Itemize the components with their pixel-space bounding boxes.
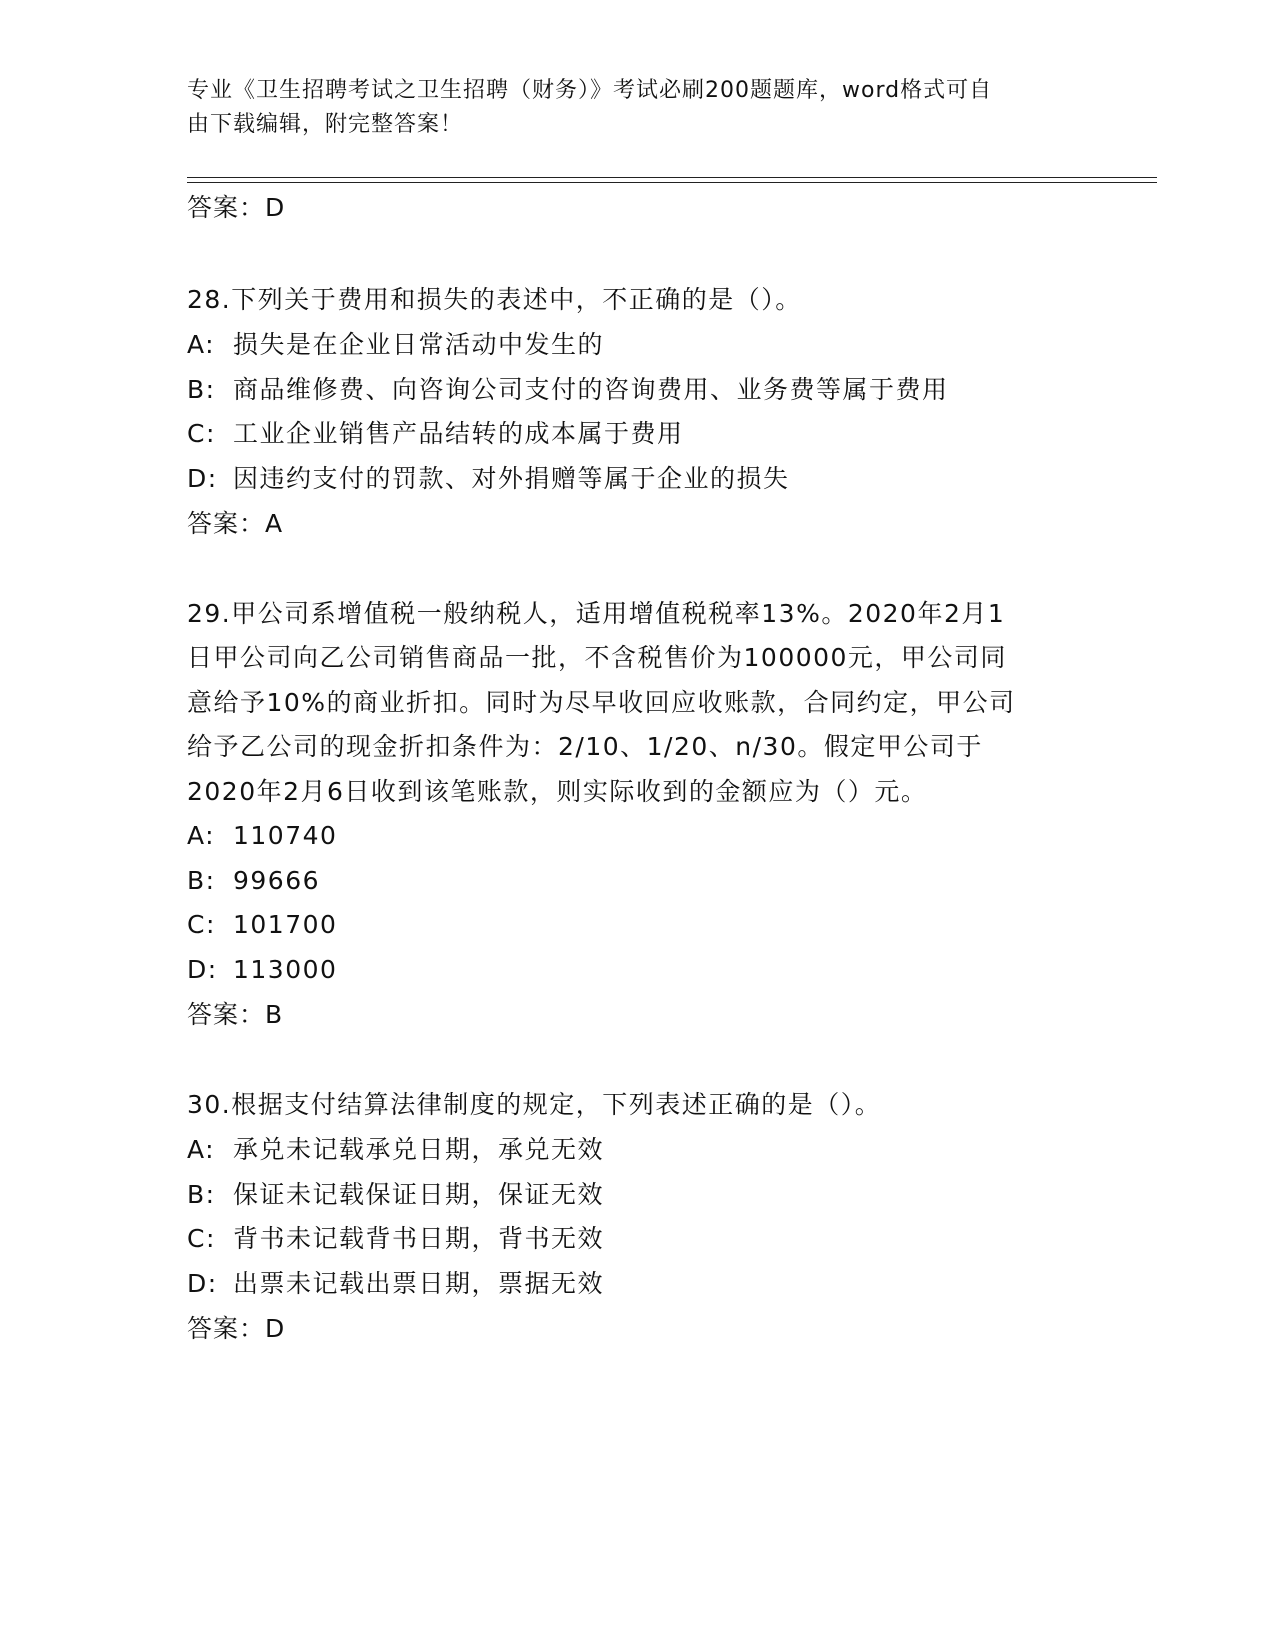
- option-letter: C:: [187, 419, 216, 448]
- option-text: 因违约支付的罚款、对外捐赠等属于企业的损失: [233, 464, 790, 493]
- question-29-option-a: [187, 821, 337, 851]
- option-letter: D:: [187, 955, 218, 984]
- option-text: 承兑未记载承兑日期，承兑无效: [233, 1135, 605, 1164]
- option-text: 工业企业销售产品结转的成本属于费用: [233, 419, 684, 448]
- option-letter: C:: [187, 1224, 216, 1253]
- question-30-title: 30.根据支付结算法律制度的规定，下列表述正确的是（）。: [187, 1090, 882, 1119]
- question-29-option-d: [187, 955, 337, 985]
- question-28-answer: 答案：A: [187, 509, 284, 538]
- option-letter: B:: [187, 375, 216, 404]
- question-29-title-line-5: 2020年2月6日收到该笔账款，则实际收到的金额应为（）元。: [187, 777, 928, 806]
- question-30-option-a: [187, 1135, 604, 1165]
- option-text: 101700: [233, 910, 338, 939]
- option-text: 99666: [233, 866, 321, 895]
- option-letter: D:: [187, 1269, 218, 1298]
- question-29-option-b: [187, 866, 320, 896]
- header-line-2: 由下载编辑，附完整答案！: [187, 112, 464, 137]
- option-text: 110740: [233, 821, 338, 850]
- question-28-title: 28.下列关于费用和损失的表述中，不正确的是（）。: [187, 285, 802, 314]
- question-29-title-line-2: 日甲公司向乙公司销售商品一批，不含税售价为100000元，甲公司同: [187, 643, 1007, 672]
- question-29-answer: 答案：B: [187, 1000, 284, 1029]
- option-letter: C:: [187, 910, 216, 939]
- option-text: 保证未记载保证日期，保证无效: [233, 1180, 605, 1209]
- question-29-option-c: [187, 910, 337, 940]
- document-header: [187, 74, 1067, 142]
- option-text: 113000: [233, 955, 338, 984]
- option-letter: B:: [187, 866, 216, 895]
- question-29-title-line-4: 给予乙公司的现金折扣条件为：2/10、1/20、n/30。假定甲公司于: [187, 732, 983, 761]
- question-28-option-c: [187, 419, 684, 449]
- option-letter: D:: [187, 464, 218, 493]
- option-text: 商品维修费、向咨询公司支付的咨询费用、业务费等属于费用: [233, 375, 949, 404]
- header-divider-bottom: [187, 182, 1157, 183]
- question-29-title-line-3: 意给予10%的商业折扣。同时为尽早收回应收账款，合同约定，甲公司: [187, 688, 1016, 717]
- question-29-title-line-1: 29.甲公司系增值税一般纳税人，适用增值税税率13%。2020年2月1: [187, 599, 1006, 628]
- header-divider-top: [187, 177, 1157, 178]
- question-30-option-c: [187, 1224, 604, 1254]
- option-letter: A:: [187, 821, 216, 850]
- question-30-option-b: [187, 1180, 604, 1210]
- previous-answer: 答案：D: [187, 193, 286, 222]
- option-text: 损失是在企业日常活动中发生的: [233, 330, 605, 359]
- option-letter: B:: [187, 1180, 216, 1209]
- question-28-option-a: [187, 330, 604, 360]
- header-line-1: 专业《卫生招聘考试之卫生招聘（财务）》考试必刷200题题库，word格式可自: [187, 78, 993, 103]
- question-28-option-b: [187, 375, 949, 405]
- option-text: 背书未记载背书日期，背书无效: [233, 1224, 605, 1253]
- question-30-answer: 答案：D: [187, 1314, 286, 1343]
- question-30-option-d: [187, 1269, 604, 1299]
- option-letter: A:: [187, 1135, 216, 1164]
- question-28-option-d: [187, 464, 790, 494]
- option-text: 出票未记载出票日期，票据无效: [233, 1269, 605, 1298]
- option-letter: A:: [187, 330, 216, 359]
